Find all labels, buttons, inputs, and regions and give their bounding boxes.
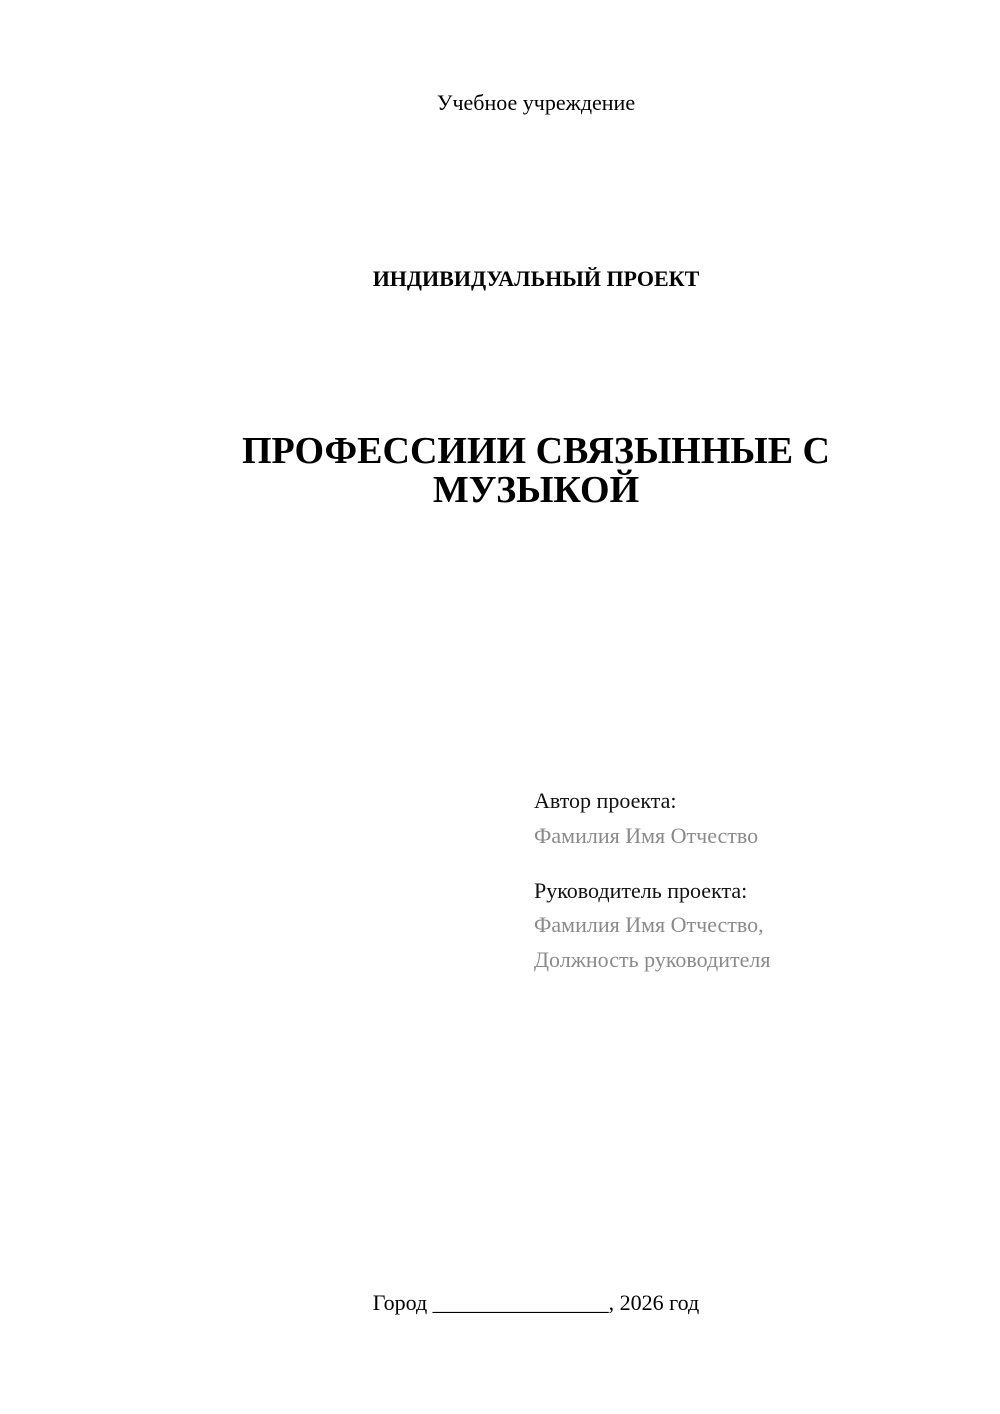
project-title	[0, 432, 1000, 510]
supervisor-label: Руководитель проекта:	[534, 877, 748, 903]
author-label: Автор проекта:	[534, 788, 677, 813]
project-title-line-2: МУЗЫКОЙ	[432, 468, 640, 511]
author-name-placeholder: Фамилия Имя Отчество	[534, 822, 759, 848]
supervisor-name-placeholder: Фамилия Имя Отчество,	[534, 912, 764, 938]
project-info-block	[534, 784, 954, 978]
institution-name: Учебное учреждение	[436, 90, 636, 115]
city-year-footer: Город ________________, 2026 год	[372, 1290, 700, 1315]
project-title-line-1: ПРОФЕССИИИ СВЯЗЫННЫЕ С	[241, 430, 831, 472]
info-spacer	[534, 854, 954, 874]
supervisor-position-placeholder: Должность руководителя	[534, 947, 771, 972]
project-type-heading: ИНДИВИДУАЛЬНЫЙ ПРОЕКТ	[372, 266, 700, 291]
